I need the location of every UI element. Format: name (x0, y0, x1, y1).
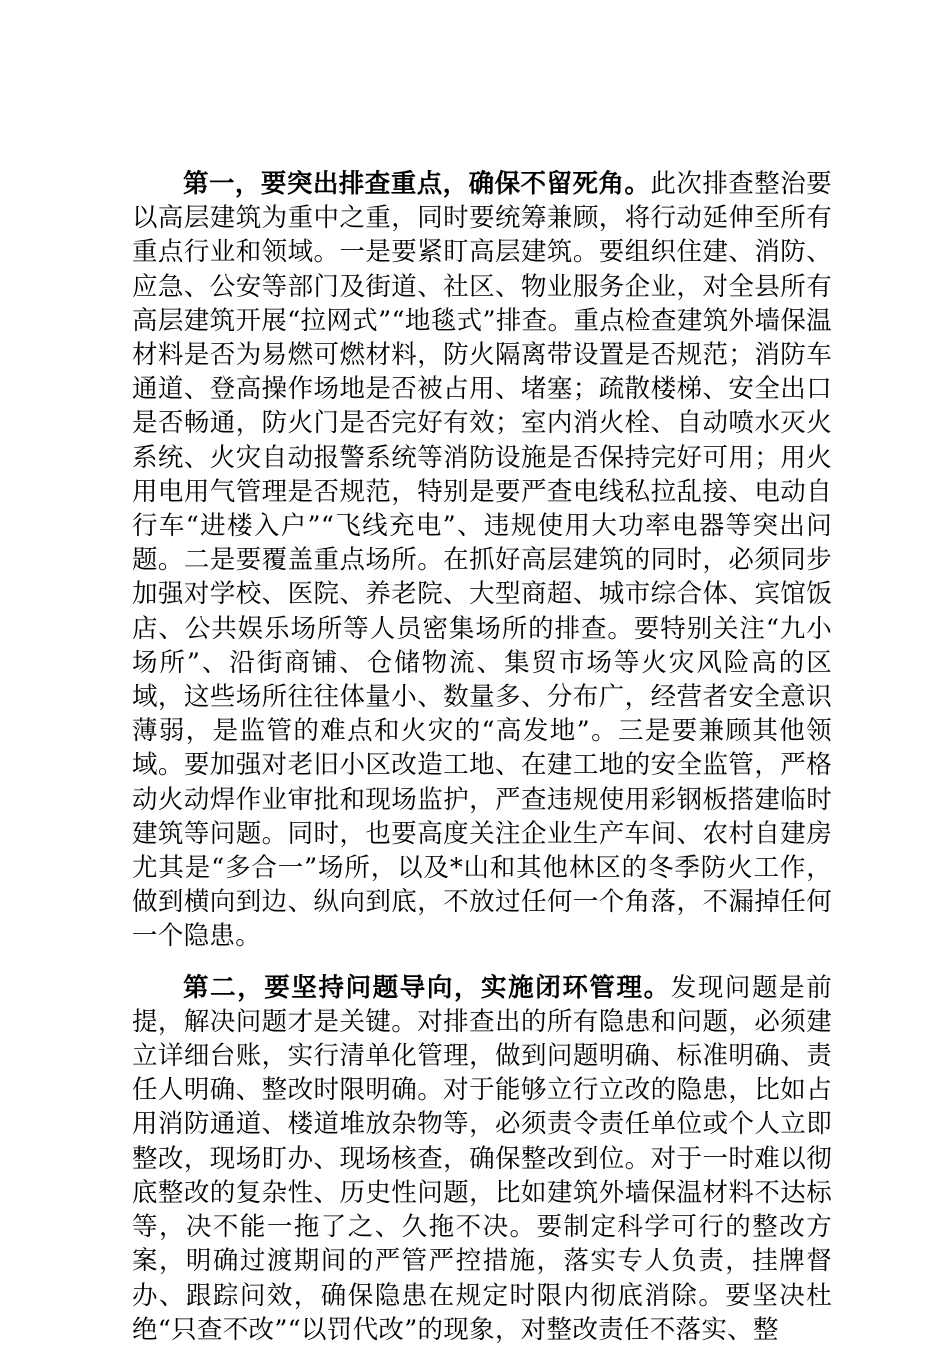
paragraph-1-text: 此次排查整治要以高层建筑为重中之重，同时要统筹兼顾，将行动延伸至所有重点行业和领域。一是要紧盯高层建筑。要组织住建、消防、应急、公安等部门及街道、社区、物业服务企业，对全县所有高层建筑开展“拉网式”“地毯式”排查。重点检查建筑外墙保温材料是否为易燃可燃材料，防火隔离带设置是否规范；消防车通道、登高操作场地是否被占用、堵塞；疏散楼梯、安全出口是否畅通，防火门是否完好有效；室内消火栓、自动喷水灭火系统、火灾自动报警系统等消防设施是否保持完好可用；用火用电用气管理是否规范，特别是要严查电线私拉乱接、电动自行车“进楼入户”“飞线充电”、违规使用大功率电器等突出问题。二是要覆盖重点场所。在抓好高层建筑的同时，必须同步加强对学校、医院、养老院、大型商超、城市综合体、宾馆饭店、公共娱乐场所等人员密集场所的排查。要特别关注“九小场所”、沿街商铺、仓储物流、集贸市场等火灾风险高的区域，这些场所往往体量小、数量多、分布广，经营者安全意识薄弱，是监管的难点和火灾的“高发地”。三是要兼顾其他领域。要加强对老旧小区改造工地、在建工地的安全监管，严格动火动焊作业审批和现场监护，严查违规使用彩钢板搭建临时建筑等问题。同时，也要高度关注企业生产车间、农村自建房尤其是“多合一”场所，以及*山和其他林区的冬季防火工作，做到横向到边、纵向到底，不放过任何一个角落，不漏掉任何一个隐患。 (132, 169, 832, 952)
paragraph-1 (132, 167, 832, 954)
paragraph-1-heading: 第一，要突出排查重点，确保不留死角。 (183, 169, 651, 199)
document-body (132, 167, 832, 1347)
paragraph-2-heading: 第二，要坚持问题导向，实施闭环管理。 (183, 972, 671, 1003)
paragraph-2 (132, 971, 832, 1347)
paragraph-2-text: 发现问题是前提，解决问题才是关键。对排查出的所有隐患和问题，必须建立详细台账，实行清单化管理，做到问题明确、标准明确、责任人明确、整改时限明确。对于能够立行立改的隐患，比如占用消防通道、楼道堆放杂物等，必须责令责任单位或个人立即整改，现场盯办、现场核查，确保整改到位。对于一时难以彻底整改的复杂性、历史性问题，比如建筑外墙保温材料不达标等，决不能一拖了之、久拖不决。要制定科学可行的整改方案，明确过渡期间的严管严控措施，落实专人负责，挂牌督办、跟踪问效，确保隐患在规定时限内彻底消除。要坚决杜绝“只查不改”“以罚代改”的现象，对整改责任不落实、整 (132, 972, 832, 1345)
